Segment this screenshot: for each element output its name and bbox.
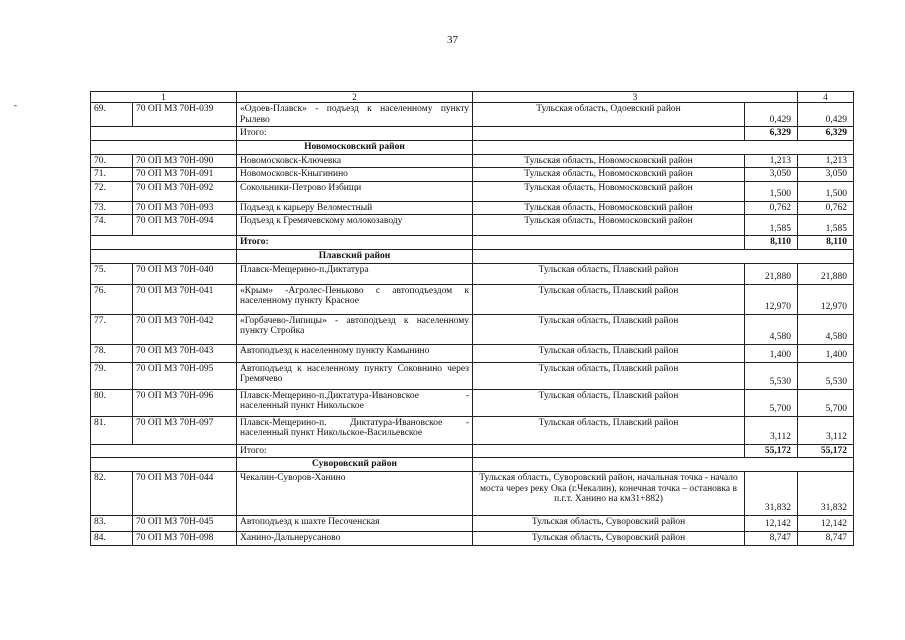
road-code: 70 ОП МЗ 70Н-091 <box>133 168 237 182</box>
row-number: 75. <box>91 263 133 284</box>
row-number: 84. <box>91 531 133 545</box>
district-fill <box>473 250 854 264</box>
row-number: 69. <box>91 103 133 127</box>
road-location: Тульская область, Суворовский район <box>473 515 745 531</box>
district-row <box>91 140 854 154</box>
road-code: 70 ОП МЗ 70Н-095 <box>133 362 237 389</box>
road-location: Тульская область, Новомосковский район <box>473 181 745 201</box>
row-number: 73. <box>91 201 133 215</box>
road-length: 5,530 <box>745 362 798 389</box>
total-label: Итого: <box>237 127 473 141</box>
road-code: 70 ОП МЗ 70Н-041 <box>133 284 237 314</box>
row-number: 70. <box>91 154 133 168</box>
road-location: Тульская область, Плавский район <box>473 314 745 344</box>
road-name: Новомосковск-Ключевка <box>237 154 473 168</box>
road-row <box>91 314 854 344</box>
row-number: 80. <box>91 389 133 416</box>
road-code: 70 ОП МЗ 70Н-093 <box>133 201 237 215</box>
road-row <box>91 471 854 515</box>
row-number: 76. <box>91 284 133 314</box>
district-row <box>91 458 854 472</box>
road-length-total: 1,585 <box>798 215 854 236</box>
road-length-total: 31,832 <box>798 471 854 515</box>
district-spacer <box>91 458 237 472</box>
district-fill <box>473 458 854 472</box>
road-location: Тульская область, Новомосковский район <box>473 168 745 182</box>
page-number: 37 <box>447 34 458 46</box>
road-name: Плавск-Мещерино-п.Диктатура <box>237 263 473 284</box>
road-length-total: 4,580 <box>798 314 854 344</box>
road-row <box>91 263 854 284</box>
road-length-total: 12,142 <box>798 515 854 531</box>
road-name: Чекалин-Суворов-Ханино <box>237 471 473 515</box>
total-length-sum: 8,110 <box>798 236 854 250</box>
road-row <box>91 215 854 236</box>
road-row <box>91 389 854 416</box>
road-name: Ханино-Дальнерусаново <box>237 531 473 545</box>
total-region-empty <box>473 127 745 141</box>
road-row <box>91 416 854 444</box>
road-code: 70 ОП МЗ 70Н-098 <box>133 531 237 545</box>
road-location: Тульская область, Плавский район <box>473 263 745 284</box>
road-code: 70 ОП МЗ 70Н-096 <box>133 389 237 416</box>
roads-table <box>90 91 854 546</box>
road-name: Плавск-Мещерино-п.Диктатура-Ивановское - населенный пункт Никольское <box>237 389 473 416</box>
header-col-2: 2 <box>237 92 473 103</box>
district-row <box>91 250 854 264</box>
road-code: 70 ОП МЗ 70Н-042 <box>133 314 237 344</box>
road-name: «Одоев-Плавск» - подъезд к населенному пункту Рылево <box>237 103 473 127</box>
road-name: Автоподъезд к населенному пункту Камынино <box>237 344 473 362</box>
road-code: 70 ОП МЗ 70Н-044 <box>133 471 237 515</box>
road-location: Тульская область, Плавский район <box>473 344 745 362</box>
row-number: 83. <box>91 515 133 531</box>
road-location: Тульская область, Плавский район <box>473 284 745 314</box>
total-label: Итого: <box>237 444 473 458</box>
road-length: 3,050 <box>745 168 798 182</box>
road-length: 1,585 <box>745 215 798 236</box>
road-length-total: 0,429 <box>798 103 854 127</box>
road-row <box>91 344 854 362</box>
road-location: Тульская область, Новомосковский район <box>473 201 745 215</box>
road-length-total: 1,213 <box>798 154 854 168</box>
road-location: Тульская область, Новомосковский район <box>473 154 745 168</box>
total-spacer <box>91 127 237 141</box>
district-fill <box>473 140 854 154</box>
total-length: 55,172 <box>745 444 798 458</box>
road-length-total: 1,400 <box>798 344 854 362</box>
road-code: 70 ОП МЗ 70Н-092 <box>133 181 237 201</box>
row-number: 81. <box>91 416 133 444</box>
header-col-4: 4 <box>798 92 854 103</box>
road-length: 8,747 <box>745 531 798 545</box>
road-length: 0,429 <box>745 103 798 127</box>
total-length-sum: 6,329 <box>798 127 854 141</box>
road-name: Подъезд к Гремячевскому молокозаводу <box>237 215 473 236</box>
road-length-total: 3,112 <box>798 416 854 444</box>
total-label: Итого: <box>237 236 473 250</box>
road-length: 12,970 <box>745 284 798 314</box>
row-number: 79. <box>91 362 133 389</box>
road-code: 70 ОП МЗ 70Н-043 <box>133 344 237 362</box>
total-spacer <box>91 236 237 250</box>
row-number: 72. <box>91 181 133 201</box>
road-code: 70 ОП МЗ 70Н-040 <box>133 263 237 284</box>
road-length: 31,832 <box>745 471 798 515</box>
road-location: Тульская область, Плавский район <box>473 389 745 416</box>
road-location: Тульская область, Суворовский район <box>473 531 745 545</box>
road-length-total: 0,762 <box>798 201 854 215</box>
road-length-total: 5,700 <box>798 389 854 416</box>
road-length: 5,700 <box>745 389 798 416</box>
road-name: Автоподъезд к населенному пункту Соковнино через Гремячево <box>237 362 473 389</box>
road-code: 70 ОП МЗ 70Н-045 <box>133 515 237 531</box>
road-length-total: 1,500 <box>798 181 854 201</box>
road-length: 1,213 <box>745 154 798 168</box>
total-length: 8,110 <box>745 236 798 250</box>
road-row <box>91 103 854 127</box>
district-name: Суворовский район <box>237 458 473 472</box>
road-name: «Крым» -Агролес-Пеньково с автоподъездом к населенному пункту Красное <box>237 284 473 314</box>
road-code: 70 ОП МЗ 70Н-094 <box>133 215 237 236</box>
road-length-total: 8,747 <box>798 531 854 545</box>
total-row <box>91 127 854 141</box>
district-name: Плавский район <box>237 250 473 264</box>
district-spacer <box>91 250 237 264</box>
road-length-total: 12,970 <box>798 284 854 314</box>
header-row <box>91 92 854 103</box>
road-name: Плавск-Мещерино-п. Диктатура-Ивановское - населенный пункт Никольское-Васильевское <box>237 416 473 444</box>
road-length: 3,112 <box>745 416 798 444</box>
road-length: 1,500 <box>745 181 798 201</box>
road-length-total: 3,050 <box>798 168 854 182</box>
margin-mark: - <box>14 100 17 110</box>
total-length-sum: 55,172 <box>798 444 854 458</box>
road-location: Тульская область, Новомосковский район <box>473 215 745 236</box>
district-name: Новомосковский район <box>237 140 473 154</box>
road-name: «Горбачево-Липицы» - автоподъезд к населенному пункту Стройка <box>237 314 473 344</box>
road-length: 4,580 <box>745 314 798 344</box>
total-region-empty <box>473 444 745 458</box>
row-number: 78. <box>91 344 133 362</box>
total-region-empty <box>473 236 745 250</box>
road-code: 70 ОП МЗ 70Н-090 <box>133 154 237 168</box>
district-spacer <box>91 140 237 154</box>
road-name: Сокольники-Петрово Избищи <box>237 181 473 201</box>
road-name: Автоподъезд к шахте Песоченская <box>237 515 473 531</box>
row-number: 71. <box>91 168 133 182</box>
road-location: Тульская область, Плавский район <box>473 416 745 444</box>
road-row <box>91 181 854 201</box>
road-row <box>91 284 854 314</box>
total-row <box>91 444 854 458</box>
road-location: Тульская область, Одоевский район <box>473 103 745 127</box>
road-row <box>91 515 854 531</box>
row-number: 77. <box>91 314 133 344</box>
road-name: Новомосковск-Кныгинино <box>237 168 473 182</box>
header-col-3: 3 <box>473 92 798 103</box>
road-length-total: 21,880 <box>798 263 854 284</box>
road-length: 0,762 <box>745 201 798 215</box>
row-number: 82. <box>91 471 133 515</box>
total-length: 6,329 <box>745 127 798 141</box>
road-name: Подъезд к карьеру Веломестный <box>237 201 473 215</box>
road-location: Тульская область, Плавский район <box>473 362 745 389</box>
road-row <box>91 168 854 182</box>
road-code: 70 ОП МЗ 70Н-097 <box>133 416 237 444</box>
road-length: 12,142 <box>745 515 798 531</box>
road-row <box>91 201 854 215</box>
road-length-total: 5,530 <box>798 362 854 389</box>
row-number: 74. <box>91 215 133 236</box>
total-row <box>91 236 854 250</box>
road-row <box>91 362 854 389</box>
road-location: Тульская область, Суворовский район, начальная точка - начало моста через реку Ока (г.Чекалин), конечная точка – остановка в п.г.т. Ханино на км31+882) <box>473 471 745 515</box>
road-length: 1,400 <box>745 344 798 362</box>
total-spacer <box>91 444 237 458</box>
header-col-1: 1 <box>91 92 237 103</box>
road-row <box>91 154 854 168</box>
road-row <box>91 531 854 545</box>
road-code: 70 ОП МЗ 70Н-039 <box>133 103 237 127</box>
road-length: 21,880 <box>745 263 798 284</box>
